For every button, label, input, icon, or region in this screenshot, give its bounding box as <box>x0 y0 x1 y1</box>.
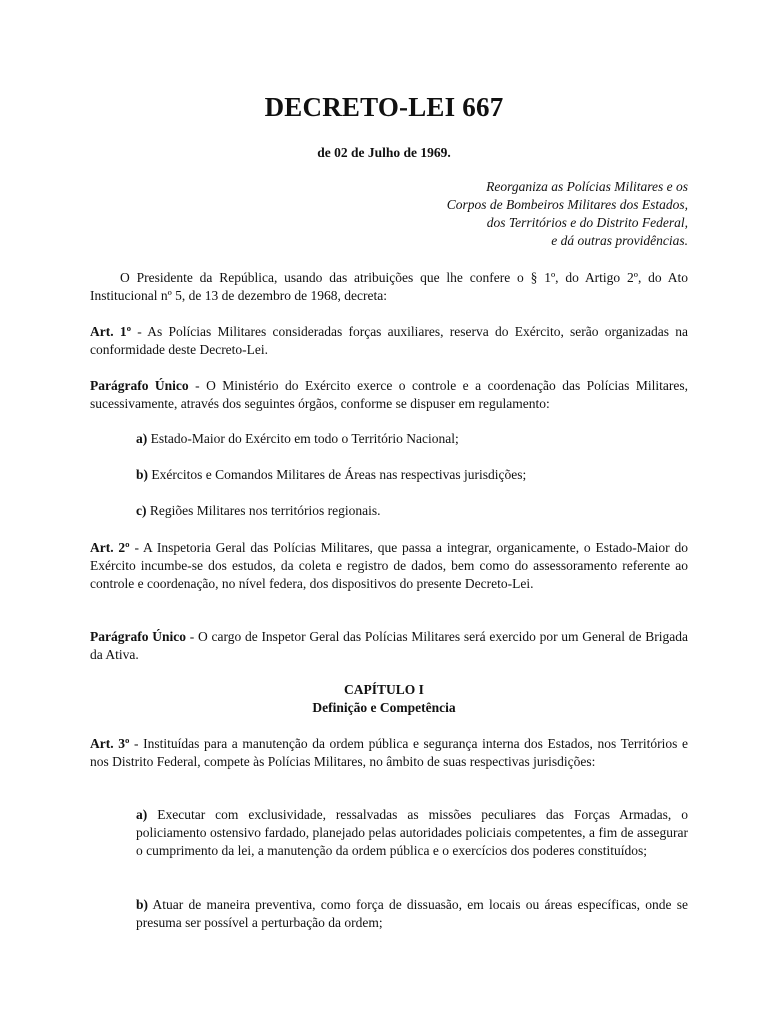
article-text: - A Inspetoria Geral das Polícias Militares, que passa a integrar, organicamente, o Estado-Maior do Exército incumbe-se dos estudos, da coleta e registro de dados, bem como do assessoramento referente ao controle e coordenação, no nível federa, dos dispositivos do presente Decreto-Lei. <box>90 540 688 591</box>
paragraph-label: Parágrafo Único <box>90 629 186 644</box>
item-label: b) <box>136 897 149 912</box>
ementa-line: e dá outras providências. <box>551 233 688 248</box>
article-label: Art. 1º <box>90 324 132 339</box>
item-label: a) <box>136 807 148 822</box>
item-text: Regiões Militares nos territórios regionais. <box>146 503 381 518</box>
chapter-subheading: Definição e Competência <box>312 700 456 715</box>
item-label: c) <box>136 503 147 518</box>
article-text: - Instituídas para a manutenção da ordem pública e segurança interna dos Estados, nos Territórios e nos Distrito Federal, compete às Polícias Militares, no âmbito de suas respectivas jurisdições: <box>90 736 688 769</box>
item-text: Estado-Maior do Exército em todo o Território Nacional; <box>147 431 459 446</box>
ementa-line: Reorganiza as Polícias Militares e os <box>486 179 688 194</box>
article-label: Art. 3º <box>90 736 130 751</box>
article-text: - As Polícias Militares consideradas forças auxiliares, reserva do Exército, serão organizadas na conformidade deste Decreto-Lei. <box>90 324 688 357</box>
chapter-heading: CAPÍTULO I <box>344 682 424 697</box>
article-3 <box>90 735 688 771</box>
item-text: Atuar de maneira preventiva, como força de dissuasão, em locais ou áreas específicas, onde se presuma ser possível a perturbação da ordem; <box>136 897 688 930</box>
article-label: Art. 2º <box>90 540 130 555</box>
list-item <box>136 466 688 484</box>
ementa-line: Corpos de Bombeiros Militares dos Estados, <box>446 197 688 212</box>
paragraph-unico-2 <box>90 628 688 664</box>
item-text: Executar com exclusividade, ressalvadas as missões peculiares das Forças Armadas, o policiamento ostensivo fardado, planejado pelas autoridades policiais competentes, a fim de assegurar o cumprimento da lei, a manutenção da ordem pública e o exercícios dos poderes constituídos; <box>136 807 688 858</box>
document-date: de 02 de Julho de 1969. <box>317 145 451 160</box>
item-label: b) <box>136 467 149 482</box>
item-label: a) <box>136 431 148 446</box>
article-2 <box>90 539 688 593</box>
article-1 <box>90 323 688 359</box>
ementa <box>348 178 688 250</box>
list-item <box>136 806 688 860</box>
list-item <box>136 430 688 448</box>
paragraph-label: Parágrafo Único <box>90 378 189 393</box>
item-text: Exércitos e Comandos Militares de Áreas nas respectivas jurisdições; <box>148 467 527 482</box>
paragraph-text: - O Ministério do Exército exerce o controle e a coordenação das Polícias Militares, sucessivamente, através dos seguintes órgãos, conforme se dispuser em regulamento: <box>90 378 688 411</box>
list-item <box>136 502 688 520</box>
paragraph-unico-1 <box>90 377 688 413</box>
document-title: DECRETO-LEI 667 <box>264 92 504 122</box>
paragraph-text: - O cargo de Inspetor Geral das Polícias Militares será exercido por um General de Brigada da Ativa. <box>90 629 688 662</box>
preamble: O Presidente da República, usando das atribuições que lhe confere o § 1º, do Artigo 2º, do Ato Institucional nº 5, de 13 de dezembro de 1968, decreta: <box>90 270 688 303</box>
list-item <box>136 896 688 932</box>
ementa-line: dos Territórios e do Distrito Federal, <box>486 215 688 230</box>
